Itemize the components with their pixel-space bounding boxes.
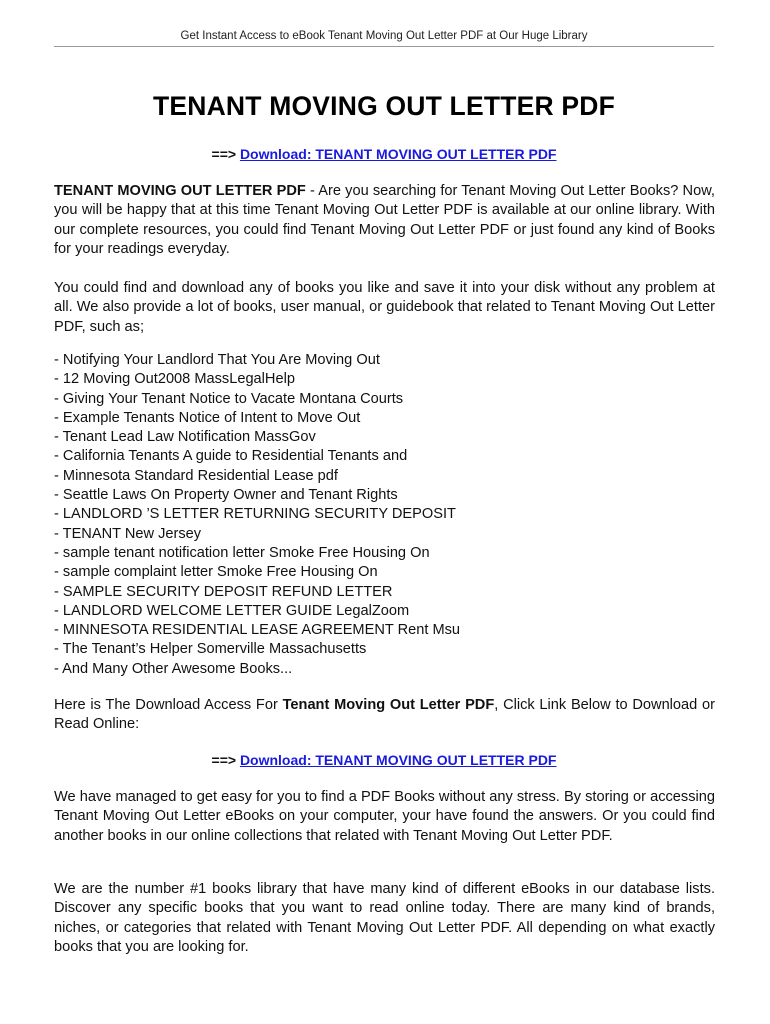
download-link-bottom[interactable]: Download: TENANT MOVING OUT LETTER PDF xyxy=(239,752,557,768)
list-item: - LANDLORD ’S LETTER RETURNING SECURITY DEPOSIT xyxy=(54,506,456,523)
intro-text: - Are you searching for Tenant Moving Out Letter Books? Now, you will be happy that at this time Tenant Moving Out Letter PDF is available at our online library. With our complete resources, you could find Tenant Moving Out Letter PDF or just found any kind of Books for your readings everyday. xyxy=(54,183,715,258)
list-item: - sample tenant notification letter Smoke Free Housing On xyxy=(54,544,430,561)
access-bold-title: Tenant Moving Out Letter PDF xyxy=(282,697,495,713)
list-item: - Notifying Your Landlord That You Are Moving Out xyxy=(54,352,380,368)
list-item: - LANDLORD WELCOME LETTER GUIDE LegalZoom xyxy=(54,602,410,619)
list-item: - MINNESOTA RESIDENTIAL LEASE AGREEMENT Rent Msu xyxy=(54,622,461,639)
download-access-paragraph xyxy=(54,696,715,735)
list-item: - Minnesota Standard Residential Lease pdf xyxy=(54,467,338,484)
download-line-bottom xyxy=(54,752,714,768)
page-header: Get Instant Access to eBook Tenant Moving Out Letter PDF at Our Huge Library xyxy=(180,30,588,42)
list-item: - The Tenant’s Helper Somerville Massachusetts xyxy=(54,641,367,658)
download-link-top[interactable]: Download: TENANT MOVING OUT LETTER PDF xyxy=(239,146,557,162)
list-item: - California Tenants A guide to Residential Tenants and xyxy=(54,448,408,465)
list-item: - Seattle Laws On Property Owner and Tenant Rights xyxy=(54,487,398,504)
list-item: - SAMPLE SECURITY DEPOSIT REFUND LETTER xyxy=(54,583,393,600)
list-item: - And Many Other Awesome Books... xyxy=(54,660,293,677)
access-text-before: Here is The Download Access For xyxy=(54,697,283,713)
list-item: - TENANT New Jersey xyxy=(54,525,202,542)
library-paragraph: We are the number #1 books library that have many kind of different eBooks in our database lists. Discover any specific books that you want to read online today. There are many kind of brands, niches, or categories that related with Tenant Moving Out Letter PDF. All depending on what exactly books that you are looking for. xyxy=(54,881,715,956)
availability-paragraph: You could find and download any of books you like and save it into your disk without any problem at all. We also provide a lot of books, user manual, or guidebook that related to Tenant Moving Out Letter PDF, such as; xyxy=(54,280,715,335)
intro-bold-title: TENANT MOVING OUT LETTER PDF xyxy=(54,183,306,199)
related-books-list xyxy=(54,351,715,679)
access-text-after: , Click Link Below to Download or Read Online: xyxy=(54,697,715,733)
list-item: - Example Tenants Notice of Intent to Move Out xyxy=(54,409,361,426)
list-item: - Giving Your Tenant Notice to Vacate Montana Courts xyxy=(54,390,404,407)
header-divider xyxy=(54,46,714,47)
page-title: TENANT MOVING OUT LETTER PDF xyxy=(153,91,615,121)
download-line-top xyxy=(54,146,714,162)
download-arrow-prefix: ==> xyxy=(211,752,240,768)
storage-paragraph: We have managed to get easy for you to find a PDF Books without any stress. By storing or accessing Tenant Moving Out Letter eBooks on your computer, your have found the answers. Or you could find another books in our online collections that related with Tenant Moving Out Letter PDF. xyxy=(54,789,715,844)
list-item: - 12 Moving Out2008 MassLegalHelp xyxy=(54,371,295,388)
list-item: - Tenant Lead Law Notification MassGov xyxy=(54,429,316,446)
intro-paragraph xyxy=(54,182,715,260)
list-item: - sample complaint letter Smoke Free Housing On xyxy=(54,564,378,581)
download-arrow-prefix: ==> xyxy=(211,146,240,162)
